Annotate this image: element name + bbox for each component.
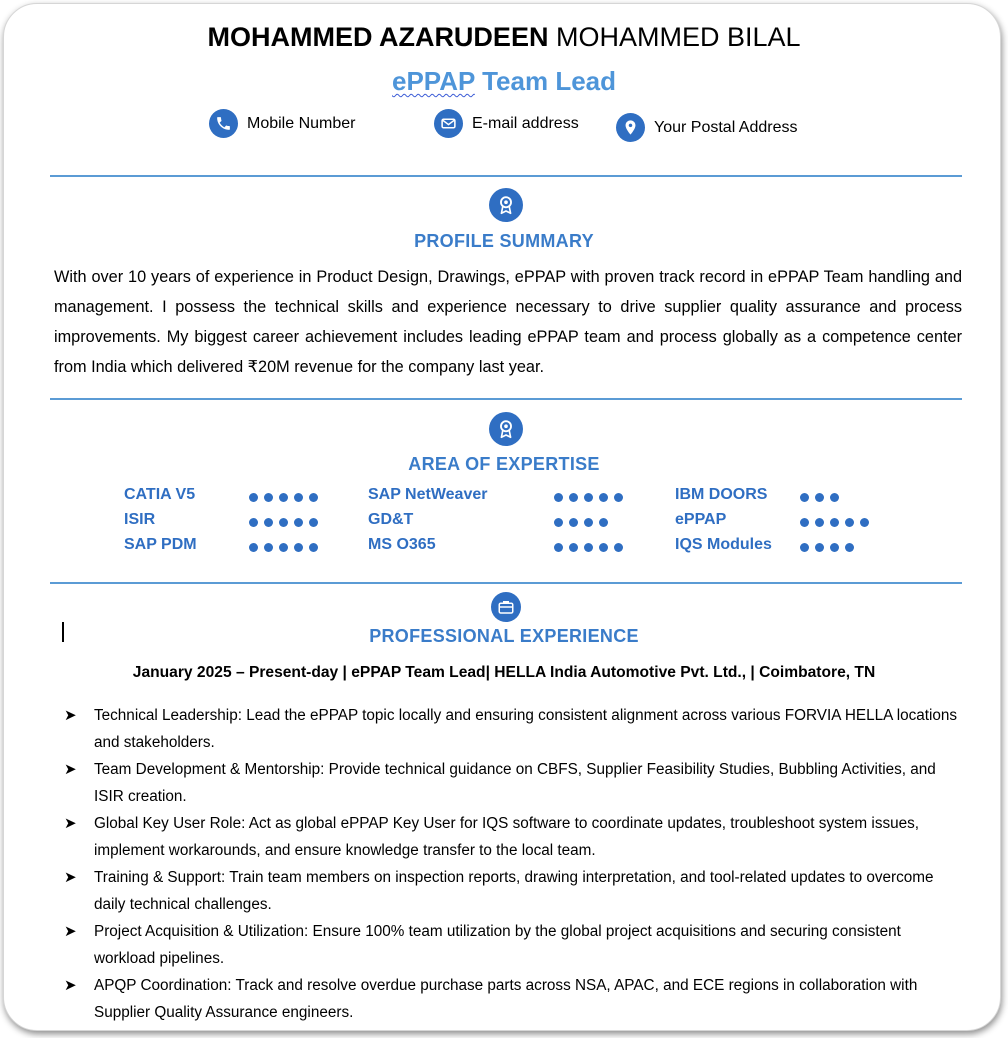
rating-dot [249,543,258,552]
rating-dot [800,518,809,527]
arrow-bullet-icon: ➤ [64,869,77,886]
job-title [0,66,1008,97]
professional-experience-heading: PROFESSIONAL EXPERIENCE [369,626,639,646]
skill-name: CATIA V5 [124,486,196,503]
rating-dot [599,518,608,527]
skill-name: SAP NetWeaver [368,486,488,503]
area-of-expertise-heading: AREA OF EXPERTISE [408,454,600,474]
profile-summary-heading: PROFILE SUMMARY [414,231,594,251]
list-item [64,810,964,864]
rating-dot [309,518,318,527]
skill-name: ISIR [124,511,156,528]
skill-rating [554,517,608,527]
email-icon [434,109,463,138]
list-item [64,756,964,810]
rating-dot [554,518,563,527]
contact-address[interactable] [616,113,798,142]
job-title-rest: Team Lead [474,66,616,96]
rating-dot [569,518,578,527]
skill-name: ePPAP [675,511,727,528]
arrow-bullet-icon: ➤ [64,761,77,778]
skill-name: MS O365 [368,536,436,553]
rating-dot [599,543,608,552]
rating-dot [800,493,809,502]
bullet-text: Team Development & Mentorship: Provide technical guidance on CBFS, Supplier Feasibility Studies, Bubbling Activities, and ISIR creation. [94,761,936,805]
rating-dot [249,518,258,527]
rating-dot [279,543,288,552]
section-divider [50,582,962,584]
skill-name: SAP PDM [124,536,197,553]
rating-dot [845,543,854,552]
arrow-bullet-icon: ➤ [64,977,77,994]
rating-dot [554,493,563,502]
skill-rating [800,517,869,527]
bullet-text: Project Acquisition & Utilization: Ensure 100% team utilization by the global project acquisitions and securing consistent workload pipelines. [94,923,901,967]
location-pin-icon [616,113,645,142]
contact-mobile-label: Mobile Number [247,114,356,132]
rating-dot [249,493,258,502]
candidate-first-name: MOHAMMED AZARUDEEN [207,22,549,52]
rating-dot [614,493,623,502]
skill-name: GD&T [368,511,414,528]
list-item [64,972,964,1026]
rating-dot [599,493,608,502]
skill-rating [800,542,854,552]
rating-dot [264,493,273,502]
rating-dot [584,543,593,552]
rating-dot [830,518,839,527]
skill-rating [249,542,318,552]
phone-icon [209,109,238,138]
skill-rating [554,492,623,502]
rating-dot [279,493,288,502]
contact-mobile[interactable] [209,109,355,138]
skill-rating [800,492,839,502]
briefcase-icon [491,592,521,622]
skill-name: IBM DOORS [675,486,768,503]
section-divider [50,398,962,400]
list-item [64,864,964,918]
experience-bullet-list [64,702,964,1026]
candidate-name [0,22,1008,53]
job-title-spellcheck-word: ePPAP [392,66,475,96]
bullet-text: Global Key User Role: Act as global ePPAP Key User for IQS software to coordinate updates, troubleshoot system issues, implement workarounds, and ensure knowledge transfer to the local team. [94,815,920,859]
arrow-bullet-icon: ➤ [64,923,77,940]
rating-dot [569,493,578,502]
skill-name: IQS Modules [675,536,772,553]
rating-dot [584,493,593,502]
contact-address-label: Your Postal Address [654,118,798,136]
rating-dot [815,493,824,502]
rating-dot [584,518,593,527]
rating-dot [830,543,839,552]
skill-rating [249,492,318,502]
rating-dot [264,518,273,527]
rating-dot [309,493,318,502]
rating-dot [309,543,318,552]
rating-dot [569,543,578,552]
candidate-last-name: MOHAMMED BILAL [555,22,801,52]
contact-email[interactable] [434,109,579,138]
list-item [64,918,964,972]
rating-dot [294,493,303,502]
rating-dot [294,518,303,527]
job-heading: January 2025 – Present-day | ePPAP Team Lead| HELLA India Automotive Pvt. Ltd., | Coimbatore, TN [132,664,876,681]
rating-dot [279,518,288,527]
rating-dot [815,518,824,527]
rating-dot [830,493,839,502]
rating-dot [845,518,854,527]
award-ribbon-icon [489,412,523,446]
rating-dot [815,543,824,552]
skill-rating [249,517,318,527]
profile-summary-text: With over 10 years of experience in Product Design, Drawings, ePPAP with proven track record in ePPAP Team handling and management. I possess the technical skills and experience necessary to drive supplier quality assurance and process improvements. My biggest career achievement includes leading ePPAP team and process globally as a competence center from India which delivered ₹20M revenue for the company last year. [54,268,962,376]
bullet-text: Technical Leadership: Lead the ePPAP topic locally and ensuring consistent alignment across various FORVIA HELLA locations and stakeholders. [94,707,958,751]
rating-dot [294,543,303,552]
rating-dot [800,543,809,552]
bullet-text: Training & Support: Train team members on inspection reports, drawing interpretation, and tool-related updates to overcome daily technical challenges. [94,869,934,913]
arrow-bullet-icon: ➤ [64,815,77,832]
rating-dot [860,518,869,527]
contact-email-label: E-mail address [472,114,579,132]
list-item [64,702,964,756]
skill-rating [554,542,623,552]
bullet-text: APQP Coordination: Track and resolve overdue purchase parts across NSA, APAC, and ECE regions in collaboration with Supplier Quality Assurance engineers. [94,977,918,1021]
rating-dot [554,543,563,552]
award-ribbon-icon [489,188,523,222]
section-divider [50,175,962,177]
rating-dot [614,543,623,552]
rating-dot [264,543,273,552]
arrow-bullet-icon: ➤ [64,707,77,724]
